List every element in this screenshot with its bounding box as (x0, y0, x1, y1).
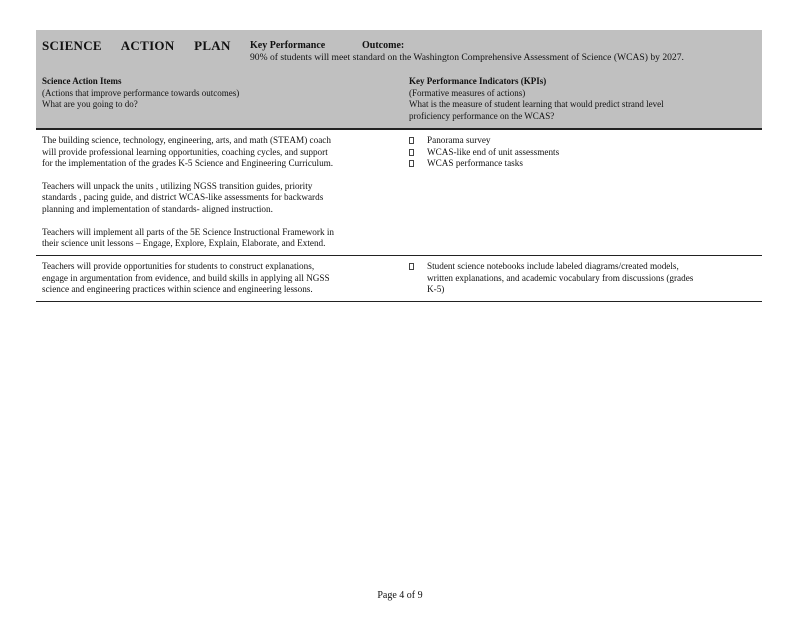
list-item (409, 135, 759, 147)
action-items-cell (42, 135, 397, 261)
action-paragraph (42, 261, 397, 296)
outcome-label: Outcome: (362, 40, 405, 51)
list-item (409, 261, 759, 296)
action-line: The building science, technology, engineering, arts, and math (STEAM) coach (42, 135, 331, 145)
kpi-list (409, 135, 759, 170)
action-line: Teachers will implement all parts of the 5E Science Instructional Framework in (42, 226, 334, 237)
column-headers (36, 70, 762, 128)
kpi-list (409, 261, 759, 296)
action-items-subtitle: (Actions that improve performance towards outcomes) (42, 87, 240, 98)
kpi-title: Key Performance Indicators (KPIs) (409, 76, 547, 86)
kpi-text: written explanations, and academic vocabulary from discussions (grades (427, 272, 694, 283)
bullet-icon (409, 160, 414, 167)
action-items-header (42, 76, 392, 111)
kpi-text: Student science notebooks include labeled diagrams/created models, (427, 261, 679, 271)
kpi-text: K-5) (427, 284, 445, 295)
action-line: Teachers will unpack the units , utilizing NGSS transition guides, priority (42, 180, 313, 191)
kpi-subtitle: (Formative measures of actions) (409, 87, 526, 98)
action-paragraph (42, 227, 397, 250)
kpi-text: WCAS-like end of unit assessments (427, 146, 560, 157)
bullet-icon (409, 137, 414, 144)
action-line: standards , pacing guide, and district WCAS-like assessments for backwards (42, 192, 324, 203)
kpi-question-line1: What is the measure of student learning that would predict strand level (409, 99, 664, 109)
action-items-title: Science Action Items (42, 76, 122, 86)
kpi-text: WCAS performance tasks (427, 158, 523, 169)
action-items-cell (42, 261, 397, 307)
kpi-question-line2: proficiency performance on the WCAS? (409, 110, 555, 121)
kpi-text: Panorama survey (427, 135, 491, 145)
key-performance-label: Key Performance (250, 40, 326, 51)
action-items-question: What are you going to do? (42, 99, 138, 109)
action-line: will provide professional learning opportunities, coaching cycles, and support (42, 146, 328, 157)
action-paragraph (42, 135, 397, 170)
list-item (409, 158, 759, 170)
table-row (36, 128, 762, 255)
action-line: for the implementation of the grades K-5 Science and Engineering Curriculum. (42, 158, 334, 169)
table-row (36, 255, 762, 302)
kpi-cell (409, 135, 759, 170)
table-header (36, 30, 762, 70)
list-item (409, 147, 759, 159)
action-plan-table (36, 30, 762, 302)
action-line: planning and implementation of standards- aligned instruction. (42, 203, 273, 214)
action-line: their science unit lessons – Engage, Explore, Explain, Elaborate, and Extend. (42, 238, 326, 249)
kpi-cell (409, 261, 759, 296)
bullet-icon (409, 149, 414, 156)
bullet-icon (409, 263, 414, 270)
action-line: Teachers will provide opportunities for students to construct explanations, (42, 261, 315, 271)
page-number: Page 4 of 9 (377, 590, 423, 601)
plan-title: SCIENCE ACTION PLAN (42, 38, 231, 53)
action-line: science and engineering practices within science and engineering lessons. (42, 284, 313, 295)
action-paragraph (42, 181, 397, 216)
kpi-header (409, 76, 754, 122)
outcome-text: 90% of students will meet standard on the Washington Comprehensive Assessment of Science (WCAS) by 2027. (250, 52, 684, 63)
action-line: engage in argumentation from evidence, and build skills in applying all NGSS (42, 272, 330, 283)
